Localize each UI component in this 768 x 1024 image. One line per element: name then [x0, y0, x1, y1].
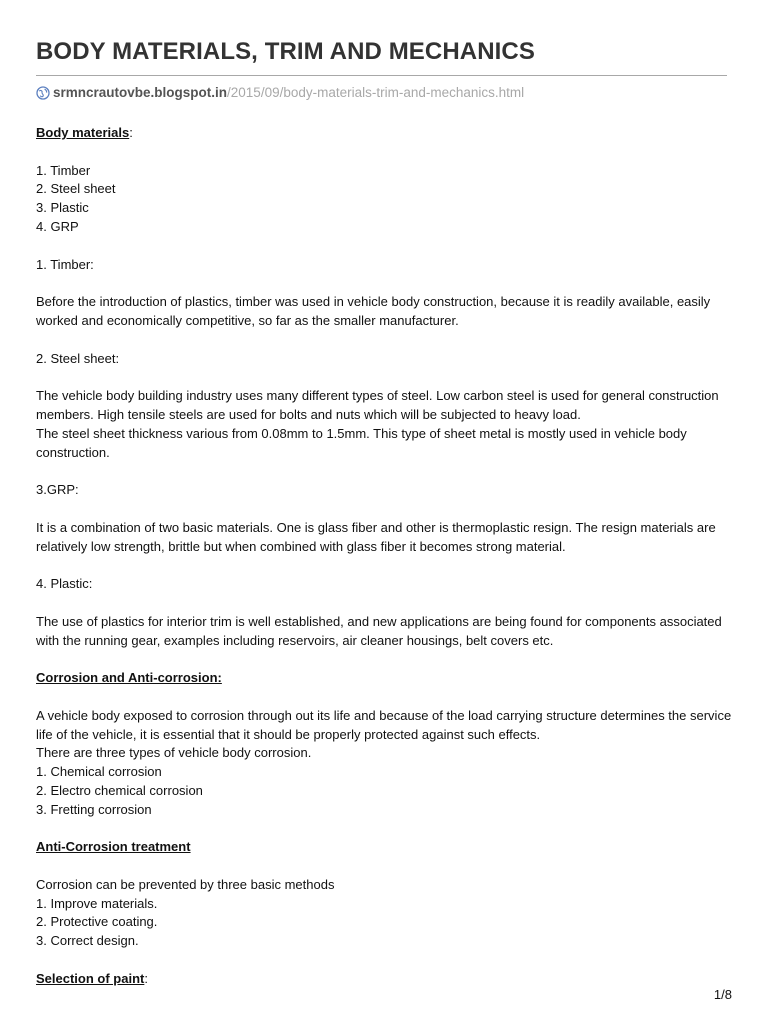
- paint-heading: Selection of paint: [36, 970, 145, 986]
- page-title: BODY MATERIALS, TRIM AND MECHANICS: [36, 38, 535, 65]
- anti-corrosion-intro: Corrosion can be prevented by three basic methods: [36, 876, 335, 892]
- materials-list: [36, 162, 736, 237]
- paint-heading-line: [36, 970, 736, 989]
- plastic-label: 4. Plastic:: [36, 576, 93, 592]
- list-item: 2. Electro chemical corrosion: [36, 782, 203, 798]
- corrosion-heading-line: [36, 669, 736, 688]
- corrosion-text-1: A vehicle body exposed to corrosion through out its life and because of the load carrying structure determines the service life of the vehicle, it is essential that it should be properly protected against such effects.: [36, 707, 732, 742]
- list-item: 1. Timber: [36, 162, 91, 178]
- plastic-paragraph: The use of plastics for interior trim is well established, and new applications are being found for components associated with the running gear, examples including reservoirs, air cleaner housings, belt covers etc.: [36, 613, 722, 648]
- heading-colon: :: [144, 970, 148, 986]
- heading-colon: :: [129, 125, 133, 140]
- list-item: 1. Chemical corrosion: [36, 764, 162, 780]
- corrosion-paragraph: [36, 707, 736, 820]
- steel-text-1: The vehicle body building industry uses many different types of steel. Low carbon steel is used for general construction members. High tensile steels are used for bolts and nuts which will be subjected to heavy load.: [36, 388, 719, 422]
- source-domain[interactable]: srmncrautovbe.blogspot.in: [53, 85, 228, 100]
- body-materials-heading-line: [36, 124, 736, 143]
- page-number: 1/8: [713, 987, 732, 1002]
- corrosion-heading: Corrosion and Anti-corrosion:: [36, 670, 222, 686]
- list-item: 2. Steel sheet: [36, 181, 116, 197]
- grp-label: 3.GRP:: [36, 482, 79, 498]
- steel-label: 2. Steel sheet:: [36, 350, 120, 366]
- corrosion-text-2: There are three types of vehicle body corrosion.: [36, 745, 312, 761]
- steel-text-2: The steel sheet thickness various from 0.08mm to 1.5mm. This type of sheet metal is mostly used in vehicle body construction.: [36, 425, 687, 460]
- list-item: 3. Plastic: [36, 200, 89, 216]
- title-divider: [36, 75, 727, 76]
- timber-label: 1. Timber:: [36, 256, 94, 272]
- source-link[interactable]: [36, 85, 524, 100]
- list-item: 3. Correct design.: [36, 933, 139, 949]
- anti-corrosion-heading-line: [36, 838, 736, 857]
- list-item: 1. Improve materials.: [36, 895, 158, 911]
- list-item: 4. GRP: [36, 218, 79, 234]
- grp-paragraph: It is a combination of two basic materials. One is glass fiber and other is thermoplastic resign. The resign materials are relatively low strength, brittle but when combined with glass fiber it becomes strong material.: [36, 519, 716, 554]
- globe-icon: [36, 86, 50, 100]
- timber-paragraph: Before the introduction of plastics, timber was used in vehicle body construction, because it is readily available, easily worked and economically competitive, so far as the smaller manufacturer.: [36, 294, 711, 328]
- list-item: 2. Protective coating.: [36, 914, 158, 930]
- steel-paragraph: [36, 387, 736, 462]
- anti-corrosion-paragraph: [36, 876, 736, 951]
- article-body: [36, 124, 736, 1007]
- source-path[interactable]: /2015/09/body-materials-trim-and-mechanics.html: [227, 85, 525, 100]
- list-item: 3. Fretting corrosion: [36, 801, 152, 817]
- anti-corrosion-heading: Anti-Corrosion treatment: [36, 839, 191, 855]
- body-materials-heading: Body materials: [36, 125, 130, 140]
